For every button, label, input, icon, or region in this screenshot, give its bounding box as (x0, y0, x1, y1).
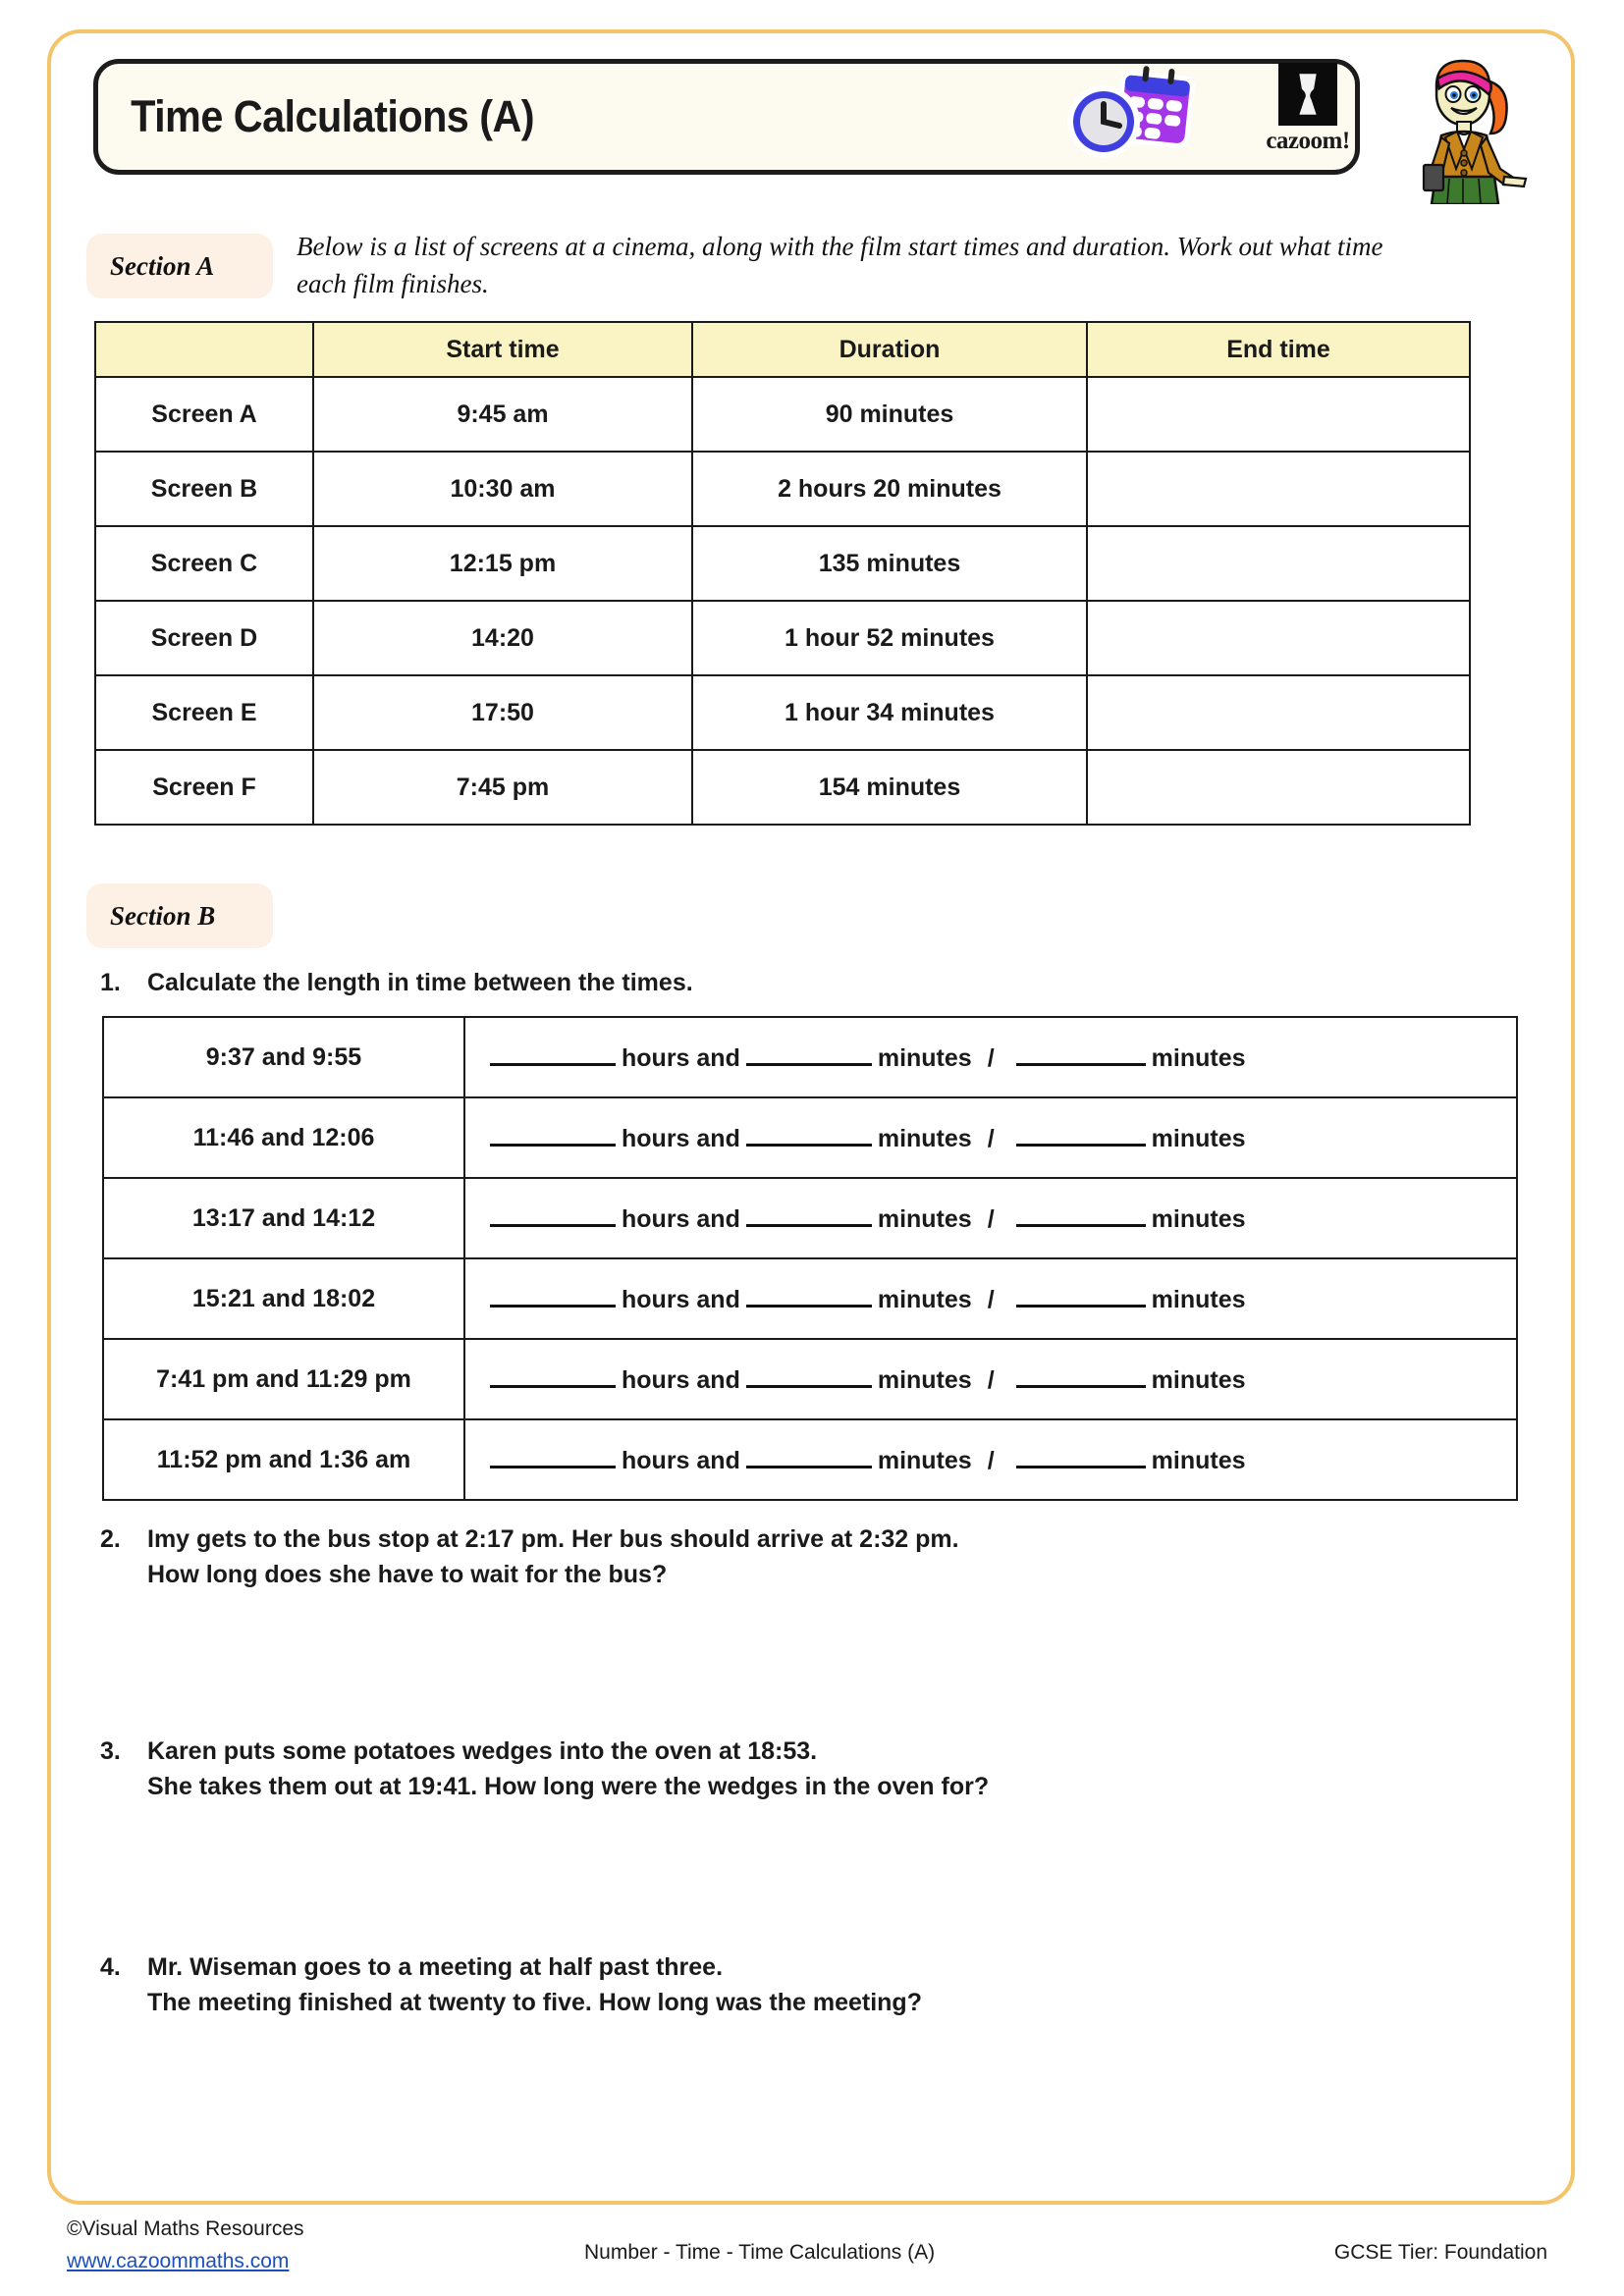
answer-blank-hours[interactable] (490, 1122, 616, 1147)
cell-answer-area[interactable] (464, 1258, 1517, 1339)
cell-end-time-answer[interactable] (1087, 601, 1470, 675)
label-minutes: minutes (877, 1205, 972, 1233)
footer-tier: GCSE Tier: Foundation (1333, 2241, 1547, 2264)
cell-duration: 135 minutes (692, 526, 1087, 601)
answer-blank-minutes[interactable] (746, 1202, 872, 1227)
label-minutes: minutes (877, 1125, 972, 1152)
label-minutes: minutes (877, 1366, 972, 1394)
question-4-line-2: The meeting finished at twenty to five. How long was the meeting? (147, 1989, 922, 2017)
answer-blank-minutes[interactable] (746, 1122, 872, 1147)
question-4-line-1: Mr. Wiseman goes to a meeting at half past three. (147, 1953, 724, 1981)
question-3-number: 3. (100, 1737, 121, 1765)
answer-blank-total-minutes[interactable] (1016, 1444, 1146, 1468)
cell-time-pair: 15:21 and 18:02 (103, 1258, 464, 1339)
table-row (103, 1097, 1517, 1178)
cell-end-time-answer[interactable] (1087, 377, 1470, 452)
label-separator: / (987, 1286, 995, 1313)
cell-end-time-answer[interactable] (1087, 452, 1470, 526)
label-hours-and: hours and (622, 1044, 740, 1072)
cell-answer-area[interactable] (464, 1178, 1517, 1258)
question-1 (100, 965, 1377, 1000)
cell-time-pair: 11:52 pm and 1:36 am (103, 1419, 464, 1500)
label-separator: / (987, 1125, 995, 1152)
label-hours-and: hours and (622, 1286, 740, 1313)
question-4-text (147, 1949, 922, 2021)
time-difference-table (102, 1016, 1518, 1501)
clock-calendar-icon (1060, 61, 1198, 164)
cazoom-wordmark: cazoom! (1266, 128, 1350, 154)
table-row (103, 1419, 1517, 1500)
section-a-instructions: Below is a list of screens at a cinema, along with the film start times and duration. Work out what time each film finishes. (297, 232, 1383, 299)
table-row (95, 526, 1470, 601)
answer-blank-total-minutes[interactable] (1016, 1283, 1146, 1308)
cell-answer-area[interactable] (464, 1339, 1517, 1419)
col-header-duration: Duration (692, 322, 1087, 377)
answer-blank-minutes[interactable] (746, 1363, 872, 1388)
question-2-line-1: Imy gets to the bus stop at 2:17 pm. Her bus should arrive at 2:32 pm. (147, 1525, 959, 1553)
cell-screen: Screen A (95, 377, 313, 452)
label-minutes-alt: minutes (1151, 1044, 1246, 1072)
answer-blank-hours[interactable] (490, 1444, 616, 1468)
cell-end-time-answer[interactable] (1087, 675, 1470, 750)
answer-blank-total-minutes[interactable] (1016, 1122, 1146, 1147)
cell-duration: 1 hour 34 minutes (692, 675, 1087, 750)
question-3 (100, 1734, 1475, 1805)
student-mascot-illustration (1402, 39, 1540, 204)
table-row (103, 1339, 1517, 1419)
cell-start-time: 12:15 pm (313, 526, 692, 601)
col-header-blank (95, 322, 313, 377)
label-separator: / (987, 1044, 995, 1072)
cell-time-pair: 11:46 and 12:06 (103, 1097, 464, 1178)
question-2 (100, 1522, 1426, 1593)
cell-duration: 1 hour 52 minutes (692, 601, 1087, 675)
label-hours-and: hours and (622, 1366, 740, 1394)
table-row (95, 452, 1470, 526)
answer-blank-minutes[interactable] (746, 1444, 872, 1468)
cell-time-pair: 7:41 pm and 11:29 pm (103, 1339, 464, 1419)
footer-left (67, 2214, 304, 2277)
section-b-label: Section B (110, 900, 216, 931)
answer-blank-hours[interactable] (490, 1363, 616, 1388)
table-row (95, 377, 1470, 452)
question-4-number: 4. (100, 1953, 121, 1981)
label-minutes: minutes (877, 1044, 972, 1072)
table-header-row (95, 322, 1470, 377)
cell-duration: 2 hours 20 minutes (692, 452, 1087, 526)
question-2-line-2: How long does she have to wait for the bus? (147, 1561, 668, 1589)
label-minutes-alt: minutes (1151, 1286, 1246, 1313)
label-minutes-alt: minutes (1151, 1366, 1246, 1394)
section-b-pill (86, 883, 273, 948)
answer-blank-hours[interactable] (490, 1041, 616, 1066)
cell-time-pair: 9:37 and 9:55 (103, 1017, 464, 1097)
label-minutes: minutes (877, 1447, 972, 1474)
question-1-number: 1. (100, 969, 121, 996)
answer-blank-minutes[interactable] (746, 1283, 872, 1308)
question-1-text: Calculate the length in time between the times. (147, 969, 693, 996)
col-header-end-time: End time (1087, 322, 1470, 377)
answer-blank-hours[interactable] (490, 1283, 616, 1308)
section-a-pill (86, 234, 273, 298)
label-minutes-alt: minutes (1151, 1125, 1246, 1152)
cell-duration: 90 minutes (692, 377, 1087, 452)
answer-blank-minutes[interactable] (746, 1041, 872, 1066)
cell-start-time: 14:20 (313, 601, 692, 675)
label-hours-and: hours and (622, 1447, 740, 1474)
cell-screen: Screen D (95, 601, 313, 675)
answer-blank-total-minutes[interactable] (1016, 1041, 1146, 1066)
cell-start-time: 17:50 (313, 675, 692, 750)
answer-blank-hours[interactable] (490, 1202, 616, 1227)
cazoom-logo (1259, 63, 1357, 165)
cell-screen: Screen B (95, 452, 313, 526)
section-a-label: Section A (110, 250, 215, 281)
cell-screen: Screen E (95, 675, 313, 750)
answer-blank-total-minutes[interactable] (1016, 1363, 1146, 1388)
cell-start-time: 10:30 am (313, 452, 692, 526)
page-footer (0, 2214, 1624, 2296)
question-3-line-1: Karen puts some potatoes wedges into the oven at 18:53. (147, 1737, 818, 1765)
label-separator: / (987, 1205, 995, 1233)
cell-answer-area[interactable] (464, 1097, 1517, 1178)
footer-copyright: ©Visual Maths Resources (67, 2217, 304, 2240)
cell-answer-area[interactable] (464, 1017, 1517, 1097)
question-3-line-2: She takes them out at 19:41. How long were the wedges in the oven for? (147, 1773, 990, 1801)
table-row (103, 1178, 1517, 1258)
table-row (95, 601, 1470, 675)
table-row (95, 750, 1470, 825)
footer-website-link[interactable]: www.cazoommaths.com (67, 2249, 290, 2272)
col-header-start-time: Start time (313, 322, 692, 377)
cell-start-time: 9:45 am (313, 377, 692, 452)
question-2-text (147, 1522, 959, 1593)
label-separator: / (987, 1366, 995, 1394)
cell-start-time: 7:45 pm (313, 750, 692, 825)
table-row (95, 675, 1470, 750)
question-4 (100, 1949, 1475, 2021)
label-minutes-alt: minutes (1151, 1447, 1246, 1474)
cell-answer-area[interactable] (464, 1419, 1517, 1500)
label-hours-and: hours and (622, 1125, 740, 1152)
label-separator: / (987, 1447, 995, 1474)
cinema-screens-table (94, 321, 1471, 826)
cell-end-time-answer[interactable] (1087, 526, 1470, 601)
cell-end-time-answer[interactable] (1087, 750, 1470, 825)
table-row (103, 1258, 1517, 1339)
question-3-text (147, 1734, 989, 1805)
cell-time-pair: 13:17 and 14:12 (103, 1178, 464, 1258)
footer-topic-path: Number - Time - Time Calculations (A) (584, 2241, 936, 2264)
table-row (103, 1017, 1517, 1097)
label-minutes-alt: minutes (1151, 1205, 1246, 1233)
cell-screen: Screen C (95, 526, 313, 601)
cell-duration: 154 minutes (692, 750, 1087, 825)
label-hours-and: hours and (622, 1205, 740, 1233)
answer-blank-total-minutes[interactable] (1016, 1202, 1146, 1227)
page-title: Time Calculations (A) (131, 91, 535, 141)
question-2-number: 2. (100, 1525, 121, 1553)
cazoom-mark-icon (1278, 63, 1337, 126)
label-minutes: minutes (877, 1286, 972, 1313)
cell-screen: Screen F (95, 750, 313, 825)
